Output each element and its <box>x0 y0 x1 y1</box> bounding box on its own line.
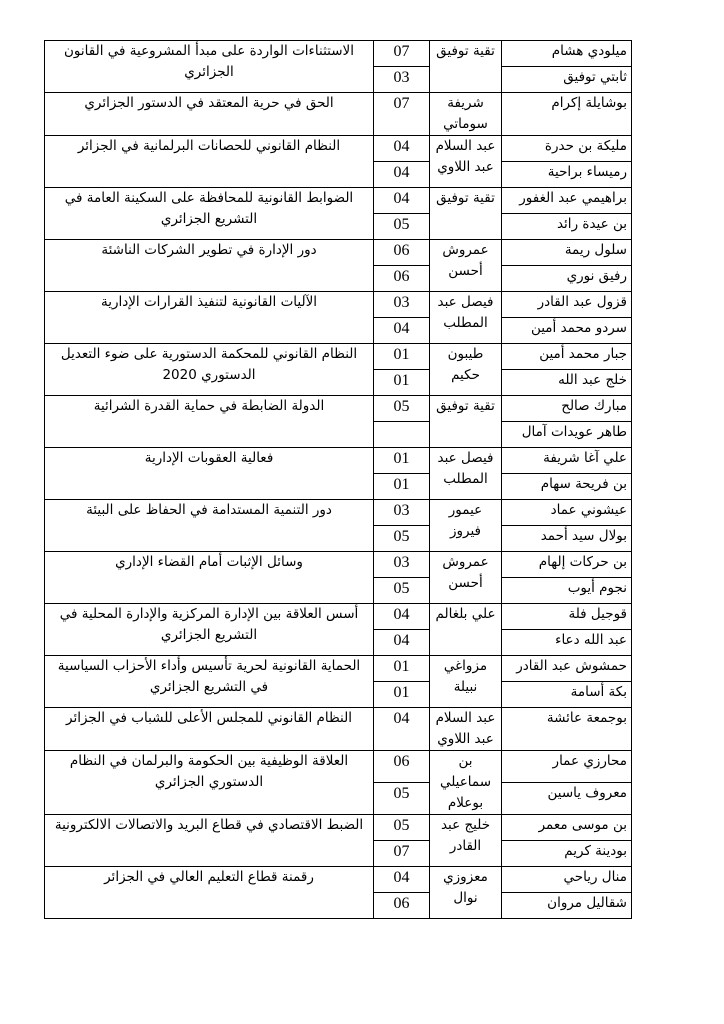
student-name-cell: ميلودي هشام <box>502 41 632 67</box>
specialty-number-cell: 01 <box>374 682 430 708</box>
student-name-cell: نجوم أيوب <box>502 578 632 604</box>
thesis-topic-cell: دور التنمية المستدامة في الحفاظ على البيئة <box>45 500 374 552</box>
thesis-topic-cell: العلاقة الوظيفية بين الحكومة والبرلمان في النظام الدستوري الجزائري <box>45 751 374 815</box>
table-row <box>45 93 632 136</box>
table-row <box>45 751 632 783</box>
table-body <box>45 41 632 919</box>
student-name-cell: حمشوش عبد القادر <box>502 656 632 682</box>
thesis-topic-cell: النظام القانوني للمجلس الأعلى للشباب في الجزائر <box>45 708 374 751</box>
student-name-cell: بوشايلة إكرام <box>502 93 632 136</box>
table-row <box>45 136 632 162</box>
thesis-topic-cell: النظام القانوني للمحكمة الدستورية على ضوء التعديل الدستوري 2020 <box>45 344 374 396</box>
thesis-topic-cell: الآليات القانونية لتنفيذ القرارات الإدارية <box>45 292 374 344</box>
specialty-number-cell: 06 <box>374 266 430 292</box>
specialty-number-cell: 05 <box>374 578 430 604</box>
specialty-number-cell: 04 <box>374 188 430 214</box>
student-name-cell: قوجيل فلة <box>502 604 632 630</box>
thesis-topic-cell: الدولة الضابطة في حماية القدرة الشرائية <box>45 396 374 448</box>
specialty-number-cell: 06 <box>374 751 430 783</box>
thesis-topic-cell: رقمنة قطاع التعليم العالي في الجزائر <box>45 867 374 919</box>
specialty-number-cell: 06 <box>374 893 430 919</box>
student-name-cell: بن عيدة رائد <box>502 214 632 240</box>
specialty-number-cell: 05 <box>374 214 430 240</box>
student-name-cell: محارزي عمار <box>502 751 632 783</box>
table-row <box>45 396 632 422</box>
specialty-number-cell <box>374 422 430 448</box>
supervisor-cell: تقية توفيق <box>430 396 502 448</box>
student-name-cell: علي آغا شريفة <box>502 448 632 474</box>
student-name-cell: بولال سيد أحمد <box>502 526 632 552</box>
student-name-cell: بن حركات إلهام <box>502 552 632 578</box>
supervisor-cell: طيبون حكيم <box>430 344 502 396</box>
table-row <box>45 867 632 893</box>
student-name-cell: بودينة كريم <box>502 841 632 867</box>
student-name-cell: براهيمي عبد الغفور <box>502 188 632 214</box>
student-name-cell: بكة أسامة <box>502 682 632 708</box>
student-name-cell: سردو محمد أمين <box>502 318 632 344</box>
supervisor-cell: عيمور فيروز <box>430 500 502 552</box>
table-row <box>45 41 632 67</box>
student-name-cell: عبد الله دعاء <box>502 630 632 656</box>
student-name-cell: ثابتي توفيق <box>502 67 632 93</box>
student-name-cell: شقاليل مروان <box>502 893 632 919</box>
student-name-cell: خلج عبد الله <box>502 370 632 396</box>
student-name-cell: بوجمعة عائشة <box>502 708 632 751</box>
student-name-cell: بن فريحة سهام <box>502 474 632 500</box>
thesis-topic-cell: الاستثناءات الواردة على مبدأ المشروعية في القانون الجزائري <box>45 41 374 93</box>
supervisor-cell: علي بلغالم <box>430 604 502 656</box>
supervisor-cell: خليج عبد القادر <box>430 815 502 867</box>
specialty-number-cell: 04 <box>374 162 430 188</box>
supervisor-cell: تقية توفيق <box>430 41 502 93</box>
table-row <box>45 448 632 474</box>
thesis-topic-cell: الضوابط القانونية للمحافظة على السكينة العامة في التشريع الجزائري <box>45 188 374 240</box>
specialty-number-cell: 05 <box>374 526 430 552</box>
table-row <box>45 656 632 682</box>
table-row <box>45 188 632 214</box>
specialty-number-cell: 06 <box>374 240 430 266</box>
table-row <box>45 240 632 266</box>
specialty-number-cell: 05 <box>374 396 430 422</box>
student-name-cell: مليكة بن حدرة <box>502 136 632 162</box>
specialty-number-cell: 01 <box>374 656 430 682</box>
supervisor-cell: عمروش أحسن <box>430 240 502 292</box>
student-name-cell: منال رياحي <box>502 867 632 893</box>
thesis-topic-cell: وسائل الإثبات أمام القضاء الإداري <box>45 552 374 604</box>
specialty-number-cell: 04 <box>374 318 430 344</box>
specialty-number-cell: 04 <box>374 867 430 893</box>
table-row <box>45 344 632 370</box>
thesis-topic-cell: دور الإدارة في تطوير الشركات الناشئة <box>45 240 374 292</box>
supervisor-cell: تقية توفيق <box>430 188 502 240</box>
supervisor-cell: عبد السلام عبد اللاوي <box>430 708 502 751</box>
specialty-number-cell: 05 <box>374 815 430 841</box>
table-row <box>45 292 632 318</box>
specialty-number-cell: 03 <box>374 292 430 318</box>
specialty-number-cell: 01 <box>374 448 430 474</box>
student-name-cell: سلول ريمة <box>502 240 632 266</box>
student-name-cell: مبارك صالح <box>502 396 632 422</box>
student-name-cell: معروف ياسين <box>502 783 632 815</box>
specialty-number-cell: 07 <box>374 41 430 67</box>
thesis-topic-cell: الضبط الاقتصادي في قطاع البريد والاتصالات الالكترونية <box>45 815 374 867</box>
specialty-number-cell: 04 <box>374 708 430 751</box>
specialty-number-cell: 03 <box>374 500 430 526</box>
specialty-number-cell: 04 <box>374 604 430 630</box>
thesis-topic-cell: النظام القانوني للحصانات البرلمانية في الجزائر <box>45 136 374 188</box>
supervisor-cell: عمروش أحسن <box>430 552 502 604</box>
supervisor-cell: معزوزي نوال <box>430 867 502 919</box>
student-name-cell: جبار محمد أمين <box>502 344 632 370</box>
table-row <box>45 604 632 630</box>
supervisor-cell: مزواغي نبيلة <box>430 656 502 708</box>
supervisor-cell: بن سماعيلي بوعلام <box>430 751 502 815</box>
thesis-topic-cell: الحق في حرية المعتقد في الدستور الجزائري <box>45 93 374 136</box>
specialty-number-cell: 03 <box>374 552 430 578</box>
thesis-topic-cell: فعالية العقوبات الإدارية <box>45 448 374 500</box>
student-name-cell: قزول عبد القادر <box>502 292 632 318</box>
specialty-number-cell: 04 <box>374 136 430 162</box>
specialty-number-cell: 05 <box>374 783 430 815</box>
supervisor-cell: فيصل عبد المطلب <box>430 292 502 344</box>
specialty-number-cell: 03 <box>374 67 430 93</box>
supervisor-cell: فيصل عبد المطلب <box>430 448 502 500</box>
specialty-number-cell: 07 <box>374 93 430 136</box>
supervisor-cell: عبد السلام عبد اللاوي <box>430 136 502 188</box>
table-row <box>45 552 632 578</box>
thesis-assignment-table <box>44 40 632 919</box>
supervisor-cell: شريفة سوماتي <box>430 93 502 136</box>
specialty-number-cell: 04 <box>374 630 430 656</box>
table-row <box>45 815 632 841</box>
student-name-cell: طاهر عويدات آمال <box>502 422 632 448</box>
table-row <box>45 500 632 526</box>
student-name-cell: رميساء براحية <box>502 162 632 188</box>
specialty-number-cell: 07 <box>374 841 430 867</box>
student-name-cell: عيشوني عماد <box>502 500 632 526</box>
student-name-cell: رفيق نوري <box>502 266 632 292</box>
student-name-cell: بن موسى معمر <box>502 815 632 841</box>
specialty-number-cell: 01 <box>374 474 430 500</box>
thesis-topic-cell: أسس العلاقة بين الإدارة المركزية والإدارة المحلية في التشريع الجزائري <box>45 604 374 656</box>
specialty-number-cell: 01 <box>374 370 430 396</box>
thesis-topic-cell: الحماية القانونية لحرية تأسيس وأداء الأحزاب السياسية في التشريع الجزائري <box>45 656 374 708</box>
specialty-number-cell: 01 <box>374 344 430 370</box>
table-row <box>45 708 632 751</box>
